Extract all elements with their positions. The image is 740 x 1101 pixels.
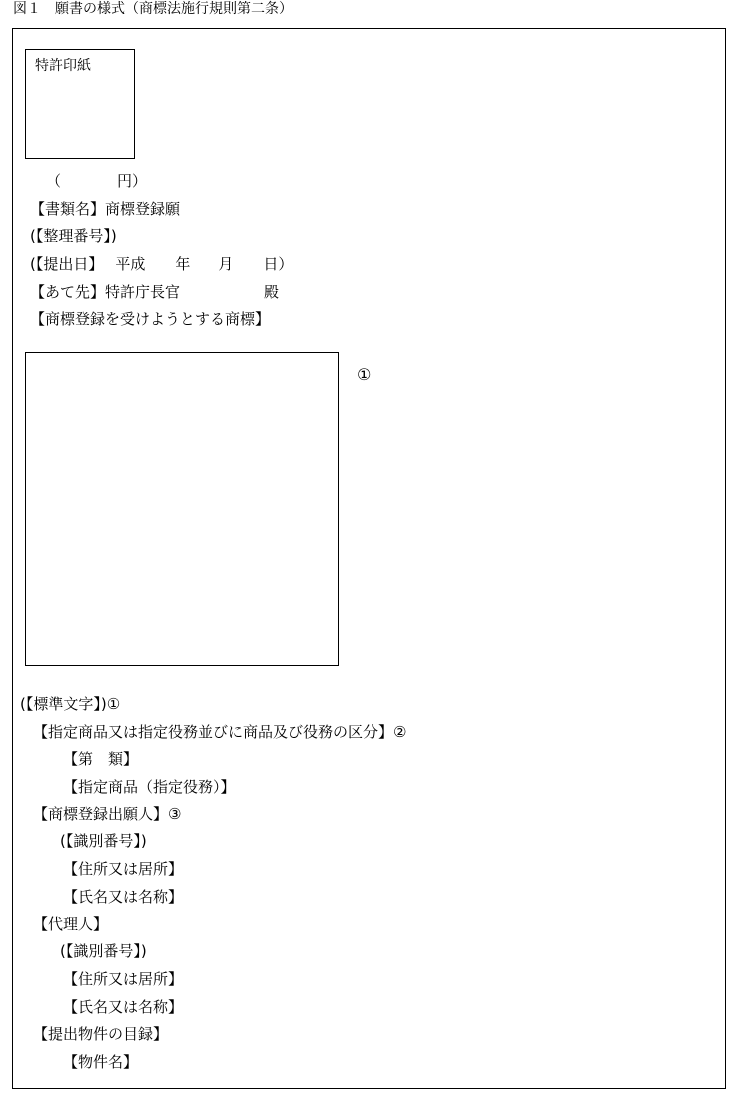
amount-unit: 円） xyxy=(117,172,148,190)
filing-era: 平成 xyxy=(115,255,146,273)
applicant-id: (【識別番号】) xyxy=(60,832,147,850)
applicant-address: 【住所又は居所】 xyxy=(63,860,184,878)
attachment-item: 【物件名】 xyxy=(63,1053,139,1071)
trademark-marker: ① xyxy=(357,365,372,384)
agent-id: (【識別番号】) xyxy=(60,942,147,960)
class-label: 【第 類】 xyxy=(63,750,139,768)
month-label: 月 xyxy=(218,255,234,273)
applicant-heading: 【商標登録出願人】③ xyxy=(33,805,182,823)
document-name: 【書類名】商標登録願 xyxy=(30,200,181,218)
day-label: 日） xyxy=(263,255,294,273)
agent-name: 【氏名又は名称】 xyxy=(63,998,184,1016)
goods-services-heading: 【指定商品又は指定役務並びに商品及び役務の区分】② xyxy=(33,723,407,741)
stamp-amount-line xyxy=(46,174,147,189)
patent-stamp-label: 特許印紙 xyxy=(35,58,91,74)
addressee-honorific: 殿 xyxy=(264,283,280,301)
addressee-line xyxy=(30,285,279,300)
figure-caption: 図１ 願書の様式（商標法施行規則第二条） xyxy=(13,1,293,17)
addressee-label: 【あて先】特許庁長官 xyxy=(30,283,181,301)
standard-characters: (【標準文字】)① xyxy=(20,695,121,713)
designated-goods: 【指定商品（指定役務）】 xyxy=(63,778,236,796)
year-label: 年 xyxy=(175,255,191,273)
filing-date-line xyxy=(30,257,293,272)
agent-address: 【住所又は居所】 xyxy=(63,970,184,988)
reference-number: (【整理番号】) xyxy=(30,227,117,245)
agent-heading: 【代理人】 xyxy=(33,915,109,933)
applicant-name: 【氏名又は名称】 xyxy=(63,888,184,906)
trademark-image-box xyxy=(25,352,339,666)
amount-open-paren: （ xyxy=(46,172,62,190)
trademark-heading: 【商標登録を受けようとする商標】 xyxy=(30,310,271,328)
patent-stamp-box xyxy=(25,49,135,159)
filing-date-label: (【提出日】 xyxy=(30,255,104,273)
attachments-heading: 【提出物件の目録】 xyxy=(33,1025,169,1043)
